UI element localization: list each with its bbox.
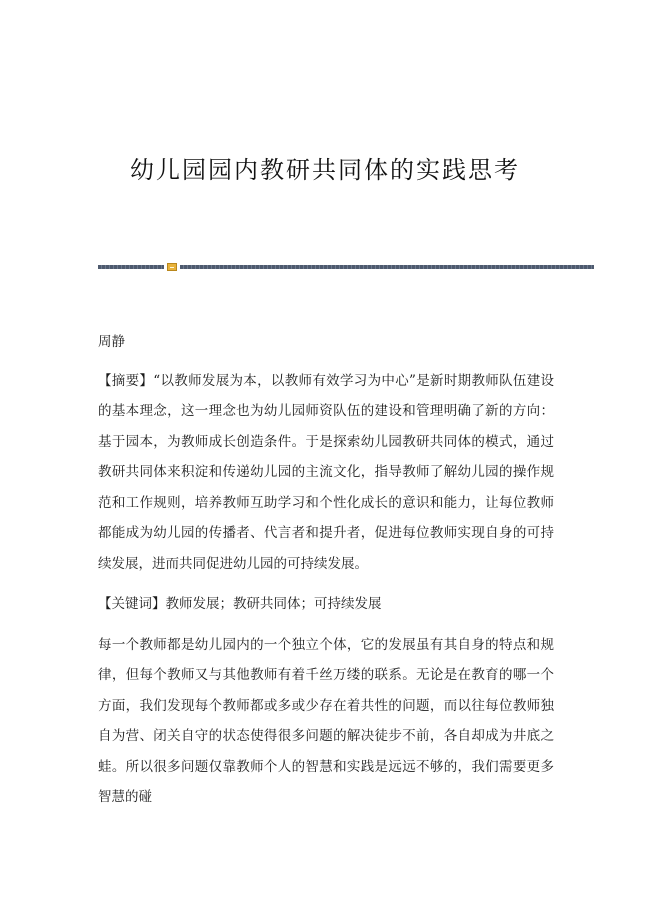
keywords-text: 教师发展；教研共同体；可持续发展 <box>165 596 382 612</box>
abstract-paragraph <box>98 366 554 580</box>
keywords-label: 【关键词】 <box>98 596 166 612</box>
divider-badge-icon <box>167 263 177 271</box>
document-body <box>98 327 554 823</box>
divider-left-bar <box>98 265 164 269</box>
keywords-paragraph <box>98 589 554 620</box>
document-title: 幼儿园园内教研共同体的实践思考 <box>130 156 520 184</box>
divider-right-bar <box>180 265 594 269</box>
title-divider <box>98 264 594 270</box>
abstract-label: 【摘要】 <box>98 372 154 389</box>
body-paragraph: 每一个教师都是幼儿园内的一个独立个体，它的发展虽有其自身的特点和规律，但每个教师又与其他教师有着千丝万缕的联系。无论是在教育的哪一个方面，我们发现每个教师都或多或少存在着共性的问题，而以往每位教师独自为营、闭关自守的状态使得很多问题的解决徒步不前，各自却成为井底之蛙。所以很多问题仅靠教师个人的智慧和实践是远远不够的，我们需要更多智慧的碰 <box>98 636 554 805</box>
abstract-text: “以教师发展为本，以教师有效学习为中心”是新时期教师队伍建设的基本理念，这一理念也为幼儿园师资队伍的建设和管理明确了新的方向：基于园本，为教师成长创造条件。于是探索幼儿园教研共同体的模式，通过教研共同体来积淀和传递幼儿园的主流文化，指导教师了解幼儿园的操作规范和工作规则，培养教师互助学习和个性化成长的意识和能力，让每位教师都能成为幼儿园的传播者、代言者和提升者，促进每位教师实现自身的可持续发展，进而共同促进幼儿园的可持续发展。 <box>98 372 555 572</box>
author-name: 周静 <box>98 334 125 350</box>
